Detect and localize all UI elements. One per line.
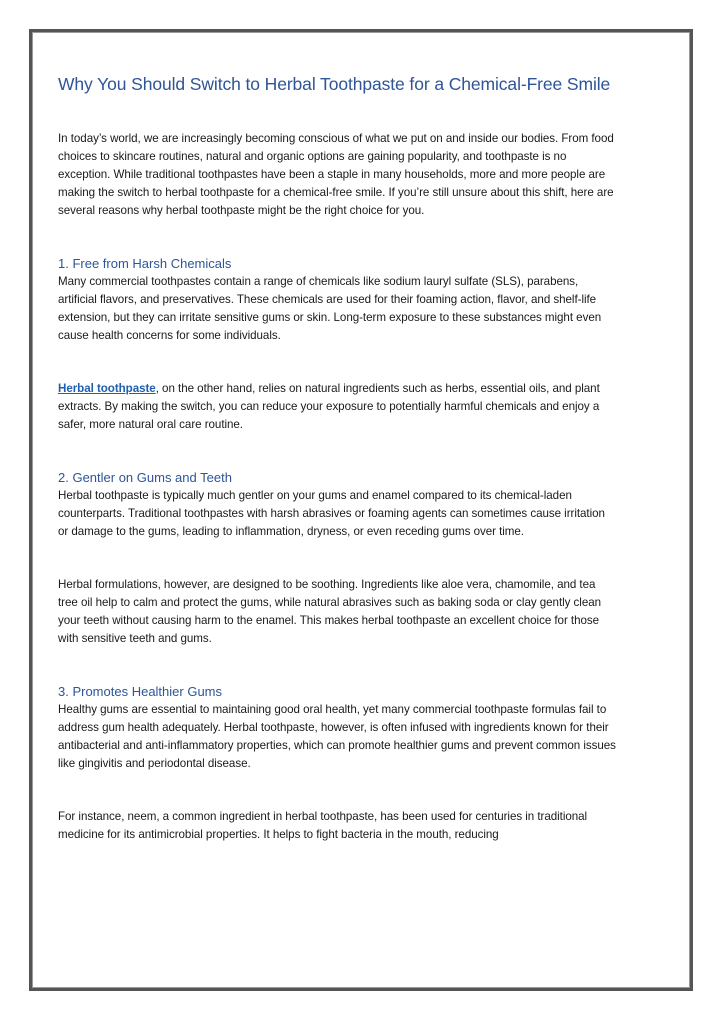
section-3-paragraph-1: Healthy gums are essential to maintaining good oral health, yet many commercial toothpaste formulas fail to address gum health adequately. Herbal toothpaste, however, is often infused with ingredients known for their antibacterial and anti-inflammatory properties, which can promote healthier gums and prevent common issues like gingivitis and periodontal disease. xyxy=(58,703,616,770)
document-title: Why You Should Switch to Herbal Toothpaste for a Chemical-Free Smile xyxy=(58,74,611,94)
intro-paragraph: In today’s world, we are increasingly becoming conscious of what we put on and inside our bodies. From food choices to skincare routines, natural and organic options are gaining popularity, and toothpaste is no exception. While traditional toothpastes have been a staple in many households, more and more people are making the switch to herbal toothpaste for a chemical-free smile. If you’re still unsure about this shift, here are several reasons why herbal toothpaste might be the right choice for you. xyxy=(58,132,614,217)
document-body xyxy=(58,72,618,844)
section-3-paragraph-2: For instance, neem, a common ingredient in herbal toothpaste, has been used for centuries in traditional medicine for its antimicrobial properties. It helps to fight bacteria in the mouth, reducing xyxy=(58,810,588,841)
section-2-paragraph-2: Herbal formulations, however, are designed to be soothing. Ingredients like aloe vera, chamomile, and tea tree oil help to calm and protect the gums, while natural abrasives such as baking soda or clay gently clean your teeth without causing harm to the enamel. This makes herbal toothpaste an excellent choice for those with sensitive teeth and gums. xyxy=(58,578,602,645)
section-1-paragraph-2 xyxy=(58,380,618,434)
section-heading-2: 2. Gentler on Gums and Teeth xyxy=(58,470,232,485)
section-1-paragraph-2-text: , on the other hand, relies on natural ingredients such as herbs, essential oils, and plant extracts. By making the switch, you can reduce your exposure to potentially harmful chemicals and enjoy a safer, more natural oral care routine. xyxy=(58,382,600,431)
herbal-toothpaste-link[interactable]: Herbal toothpaste xyxy=(58,382,156,395)
section-heading-1: 1. Free from Harsh Chemicals xyxy=(58,256,232,271)
section-heading-3: 3. Promotes Healthier Gums xyxy=(58,684,223,699)
section-1-paragraph-1: Many commercial toothpastes contain a range of chemicals like sodium lauryl sulfate (SLS), parabens, artificial flavors, and preservatives. These chemicals are used for their foaming action, flavor, and shelf-life extension, but they can irritate sensitive gums or skin. Long-term exposure to these substances might even cause health concerns for some individuals. xyxy=(58,275,602,342)
section-2-paragraph-1: Herbal toothpaste is typically much gentler on your gums and enamel compared to its chemical-laden counterparts. Traditional toothpastes with harsh abrasives or foaming agents can sometimes cause irritation or damage to the gums, leading to inflammation, dryness, or even receding gums over time. xyxy=(58,489,605,538)
